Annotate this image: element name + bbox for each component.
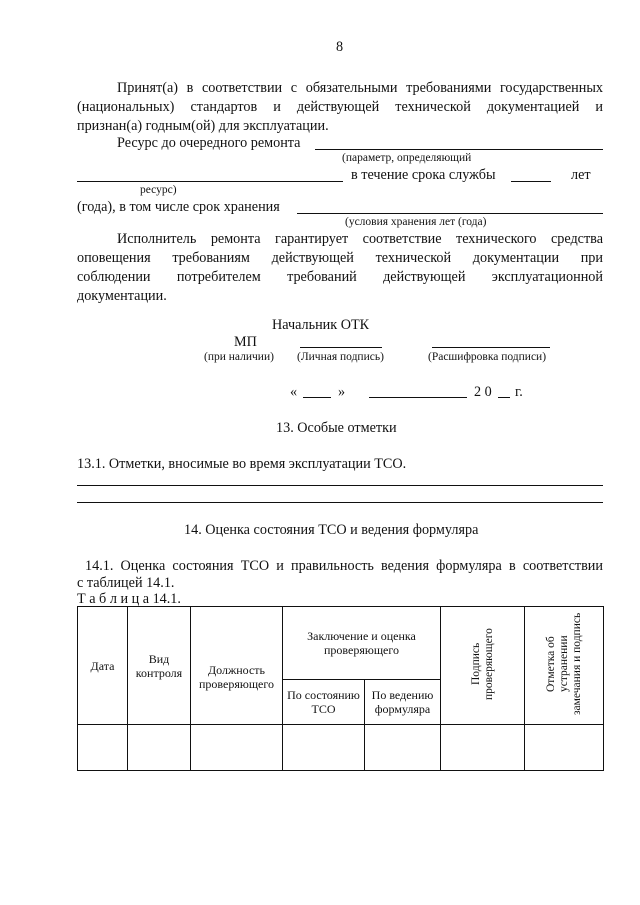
page-number: 8 [336,39,344,55]
storage-label: (года), в том числе срок хранения [77,199,280,215]
section-14-title: 14. Оценка состояния ТСО и ведения формуляра [184,522,479,538]
cell-remark[interactable] [525,725,604,771]
table-caption: Т а б л и ц а 14.1. [77,591,181,607]
personal-signature-line [300,347,382,348]
section-14-1-line-1: 14.1. Оценка состояния ТСО и правильность ведения формуляра в соответствии [85,558,603,574]
stamp-caption: (при наличии) [204,351,274,363]
stamp-label: МП [234,334,257,350]
date-month-blank [369,397,467,398]
storage-blank [297,213,603,214]
years-label: лет [571,167,591,183]
resource-blank [315,149,603,150]
guarantee-line-4: документации. [77,288,167,304]
date-year-blank [498,397,510,398]
cell-date[interactable] [78,725,128,771]
header-remark: Отметка об устранении замечания и подпись [544,612,583,716]
section-13-1-text: 13.1. Отметки, вносимые во время эксплуатации ТСО. [77,456,407,472]
section-13-title: 13. Особые отметки [276,420,397,436]
resource-parameter-blank [77,181,343,182]
resource-label: Ресурс до очередного ремонта [117,135,301,151]
remarks-line-1 [77,485,603,486]
acceptance-line-1: Принят(а) в соответствии с обязательными требованиями государственных [117,80,603,96]
cell-inspector-signature[interactable] [441,725,525,771]
resource-caption-parameter: (параметр, определяющий [342,152,472,164]
date-close-quote: » [338,384,346,400]
date-open-quote: « [290,384,298,400]
cell-inspector-position[interactable] [191,725,283,771]
cell-control-type[interactable] [128,725,191,771]
header-inspector-signature: Подпись проверяющего [469,628,495,700]
header-date: Дата [78,607,128,725]
header-conclusion: Заключение и оценка проверяющего [283,607,441,680]
acceptance-line-2: (национальных) стандартов и действующей технической документацией и [77,99,603,115]
date-day-blank [303,397,331,398]
header-control-type: Вид контроля [128,607,191,725]
guarantee-line-1: Исполнитель ремонта гарантирует соответствие технического средства [117,231,603,247]
date-year-suffix: г. [515,384,523,400]
signature-decode-line [432,347,550,348]
assessment-table [77,606,604,771]
section-14-1-line-2: с таблицей 14.1. [77,575,175,591]
date-year-prefix: 2 0 [474,384,492,400]
header-inspector-signature-cell [441,607,525,725]
header-remark-cell [525,607,604,725]
guarantee-line-2: оповещения требованиям действующей технической документации при [77,250,603,266]
guarantee-line-3: соблюдении потребителем требований действующей эксплуатационной [77,269,603,285]
cell-by-state[interactable] [283,725,365,771]
header-by-form: По ведению формуляра [365,680,441,725]
storage-caption: (условия хранения лет (года) [345,216,487,228]
personal-signature-caption: (Личная подпись) [297,351,384,363]
signature-decode-caption: (Расшифровка подписи) [428,351,547,363]
header-inspector-position: Должность проверяющего [191,607,283,725]
resource-caption-end: ресурс) [140,184,177,196]
service-years-blank [511,181,551,182]
otk-head-title: Начальник ОТК [272,317,370,333]
service-term-label: в течение срока службы [351,167,496,183]
remarks-line-2 [77,502,603,503]
cell-by-form[interactable] [365,725,441,771]
header-by-state: По состоянию ТСО [283,680,365,725]
acceptance-line-3: признан(а) годным(ой) для эксплуатации. [77,118,329,134]
